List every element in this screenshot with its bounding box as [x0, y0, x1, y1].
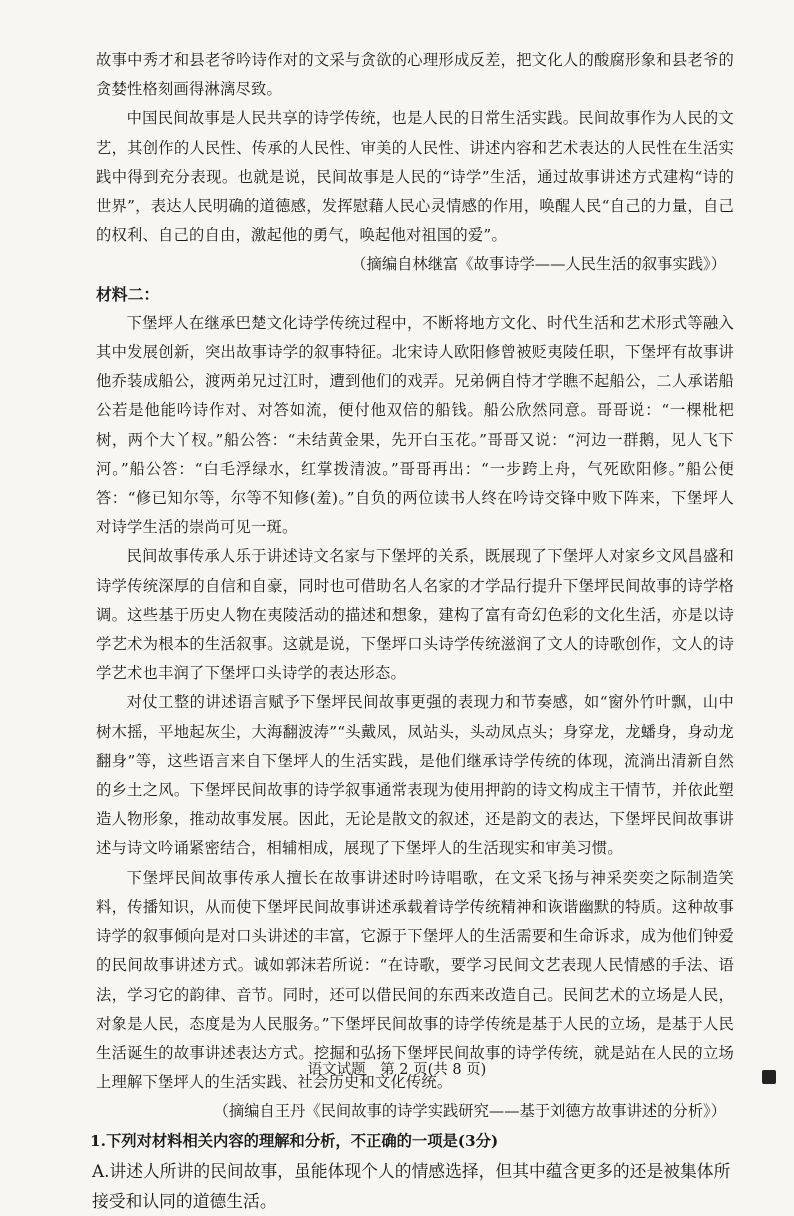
paragraph-material2-2: 民间故事传承人乐于讲述诗文名家与下堡坪的关系，既展现了下堡坪人对家乡文风昌盛和诗学传统深厚的自信和自豪，同时也可借助名人名家的才学品行提升下堡坪民间故事的诗学格调。这些基于历史人物在夷陵活动的描述和想象，建构了富有奇幻色彩的文化生活，亦是以诗学艺术为根本的生活叙事。这就是说，下堡坪口头诗学传统滋润了文人的诗歌创作，文人的诗学艺术也丰润了下堡坪口头诗学的表达形态。	[96, 547, 734, 683]
material2-heading: 材料二：	[96, 284, 160, 304]
paragraph-material2-4: 下堡坪民间故事传承人擅长在故事讲述时吟诗唱歌，在文采飞扬与神采奕奕之际制造笑料，传播知识，从而使下堡坪民间故事讲述承载着诗学传统精神和诙谐幽默的特质。这种故事诗学的叙事倾向是对口头讲述的丰富，它源于下堡坪人的生活需要和生命诉求，成为他们钟爱的民间故事讲述方式。诚如郭沫若所说：“在诗歌，要学习民间文艺表现人民情感的手法、语法，学习它的韵律、音节。同时，还可以借民间的东西来改造自己。民间艺术的立场是人民，对象是人民，态度是为人民服务。”下堡坪民间故事的诗学传统是基于人民的立场，是基于人民生活诞生的故事讲述表达方式。挖掘和弘扬下堡坪民间故事的诗学传统，就是站在人民的立场上理解下堡坪人的生活实践、社会历史和文化传统。	[96, 868, 734, 1092]
paragraph-material2-1: 下堡坪人在继承巴楚文化诗学传统过程中，不断将地方文化、时代生活和艺术形式等融入其中发展创新，突出故事诗学的叙事特征。北宋诗人欧阳修曾被贬夷陵任职，下堡坪有故事讲他乔装成船公，渡两弟兄过江时，遭到他们的戏弄。兄弟俩自恃才学瞧不起船公，二人承诺船公若是他能吟诗作对、对答如流，便付他双倍的船钱。船公欣然同意。哥哥说：“一棵枇杷树，两个大丫杈。”船公答：“未结黄金果，先开白玉花。”哥哥又说：“河边一群鹅，见人飞下河。”船公答：“白毛浮绿水，红掌拨清波。”哥哥再出：“一步跨上舟，气死欧阳修。”船公便答：“修已知尔等，尔等不知修(羞)。”自负的两位读书人终在吟诗交锋中败下阵来，下堡坪人对诗学生活的崇尚可见一斑。	[96, 313, 734, 537]
qr-code-icon	[762, 1070, 776, 1084]
paragraph-continued: 故事中秀才和县老爷吟诗作对的文采与贪欲的心理形成反差，把文化人的酸腐形象和县老爷的贪婪性格刻画得淋漓尽致。	[96, 51, 734, 99]
paragraph-material1-end: 中国民间故事是人民共享的诗学传统，也是人民的日常生活实践。民间故事作为人民的文艺，其创作的人民性、传承的人民性、审美的人民性、讲述内容和艺术表达的人民性在生活实践中得到充分表现。也就是说，民间故事是人民的“诗学”生活，通过故事讲述方式建构“诗的世界”，表达人民明确的道德感，发挥慰藉人民心灵情感的作用，唤醒人民“自己的力量，自己的权利、自己的自由，激起他的勇气，唤起他对祖国的爱”。	[96, 109, 734, 245]
paragraph-material2-3: 对仗工整的讲述语言赋予下堡坪民间故事更强的表现力和节奏感，如“窗外竹叶飘，山中树木摇，平地起灰尘，大海翻波涛”“头戴凤，凤站头，头动凤点头；身穿龙，龙蟠身，身动龙翻身”等，这些语言来自下堡坪人的生活实践，是他们继承诗学传统的体现，流淌出清新自然的乡土之风。下堡坪民间故事的诗学叙事通常表现为使用押韵的诗文构成主干情节，并依此塑造人物形象，推动故事发展。因此，无论是散文的叙述，还是韵文的表达，下堡坪民间故事讲述与诗文吟诵紧密结合，相辅相成，展现了下堡坪人的生活现实和审美习惯。	[96, 693, 734, 858]
question-1-option-a: A.讲述人所讲的民间故事，虽能体现个人的情感选择，但其中蕴含更多的还是被集体所接受和认同的道德生活。	[92, 1160, 731, 1211]
source-citation-1: （摘编自林继富《故事诗学——人民生活的叙事实践》）	[351, 255, 726, 274]
question-1: 1.下列对材料相关内容的理解和分析，不正确的一项是(3分)	[90, 1131, 499, 1150]
page-footer: 语文试题 第 2 页(共 8 页)	[307, 1062, 487, 1078]
watermark	[762, 1070, 776, 1084]
source-citation-2: （摘编自王丹《民间故事的诗学实践研究——基于刘德方故事讲述的分析》）	[213, 1102, 726, 1121]
